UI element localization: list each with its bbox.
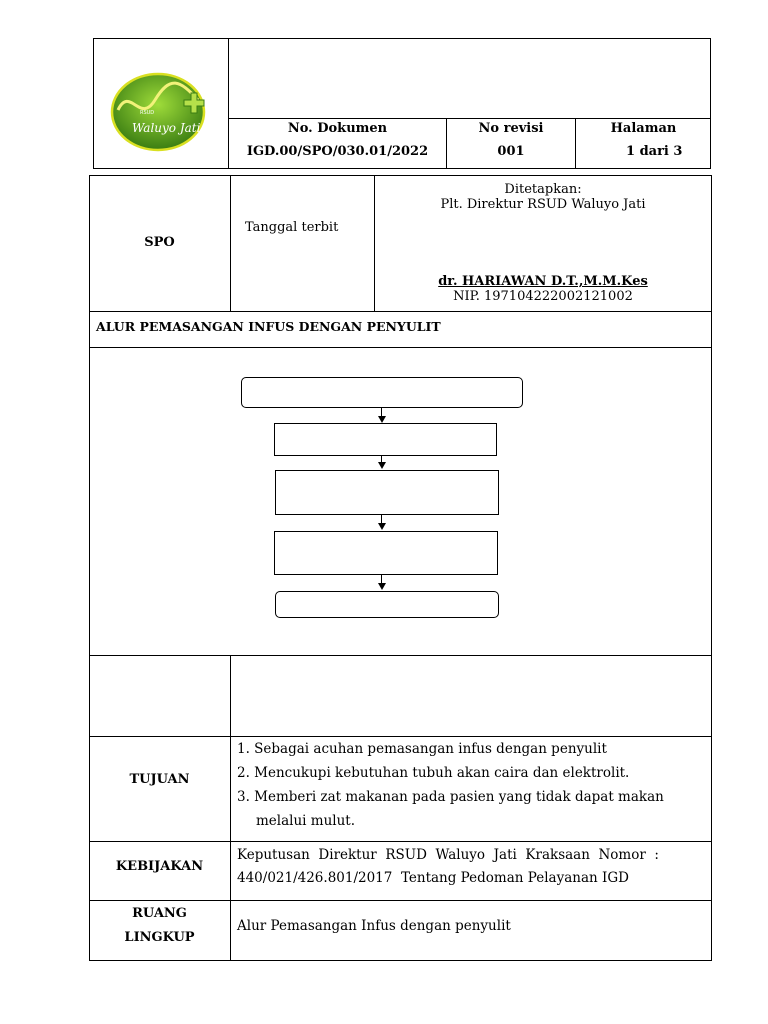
- hospital-logo: [110, 70, 210, 155]
- kebijakan-label: KEBIJAKAN: [115, 859, 204, 874]
- kebijakan-line-1: Keputusan Direktur RSUD Waluyo Jati Kraksaan Nomor :: [237, 847, 659, 863]
- flow-step-5: [275, 591, 499, 618]
- ruang-lingkup-value: Alur Pemasangan Infus dengan penyulit: [237, 918, 511, 934]
- ruang-lingkup-label-1: RUANG: [132, 906, 187, 921]
- halaman-label: Halaman: [610, 121, 677, 136]
- signer-nip: NIP. 197104222002121002: [453, 289, 633, 304]
- signer-name: dr. HARIAWAN D.T.,M.M.Kes: [438, 274, 648, 289]
- flow-arrow-3: [378, 523, 386, 530]
- no-dokumen-value: IGD.00/SPO/030.01/2022: [246, 144, 429, 159]
- ditetapkan-title: Plt. Direktur RSUD Waluyo Jati: [440, 197, 646, 212]
- flow-arrow-4: [378, 583, 386, 590]
- svg-text:RSUD: RSUD: [140, 110, 155, 116]
- kebijakan-line-2: 440/021/426.801/2017 Tentang Pedoman Pelayanan IGD: [237, 870, 629, 886]
- flow-arrow-1: [378, 416, 386, 423]
- document-title: ALUR PEMASANGAN INFUS DENGAN PENYULIT: [96, 319, 441, 334]
- flow-step-2: [274, 423, 497, 456]
- tujuan-item-2: 2. Mencukupi kebutuhan tubuh akan caira dan elektrolit.: [237, 765, 630, 781]
- no-revisi-label: No revisi: [478, 121, 544, 136]
- tanggal-terbit-label: Tanggal terbit: [245, 220, 339, 235]
- tujuan-label: TUJUAN: [129, 772, 190, 787]
- halaman-value: 1 dari 3: [626, 144, 683, 159]
- ditetapkan-label: Ditetapkan:: [504, 182, 582, 197]
- svg-text:Waluyo Jati: Waluyo Jati: [132, 121, 201, 135]
- tujuan-item-3-cont: melalui mulut.: [256, 813, 356, 829]
- flow-step-1: [241, 377, 523, 408]
- no-revisi-value: 001: [497, 144, 525, 159]
- tujuan-item-3: 3. Memberi zat makanan pada pasien yang tidak dapat makan: [237, 789, 664, 805]
- flow-arrow-2: [378, 462, 386, 469]
- spo-label: SPO: [144, 235, 175, 250]
- no-dokumen-label: No. Dokumen: [287, 121, 388, 136]
- flow-step-3: [275, 470, 499, 515]
- ruang-lingkup-label-2: LINGKUP: [124, 930, 195, 945]
- tujuan-item-1: 1. Sebagai acuhan pemasangan infus dengan penyulit: [237, 741, 607, 757]
- flow-step-4: [274, 531, 498, 575]
